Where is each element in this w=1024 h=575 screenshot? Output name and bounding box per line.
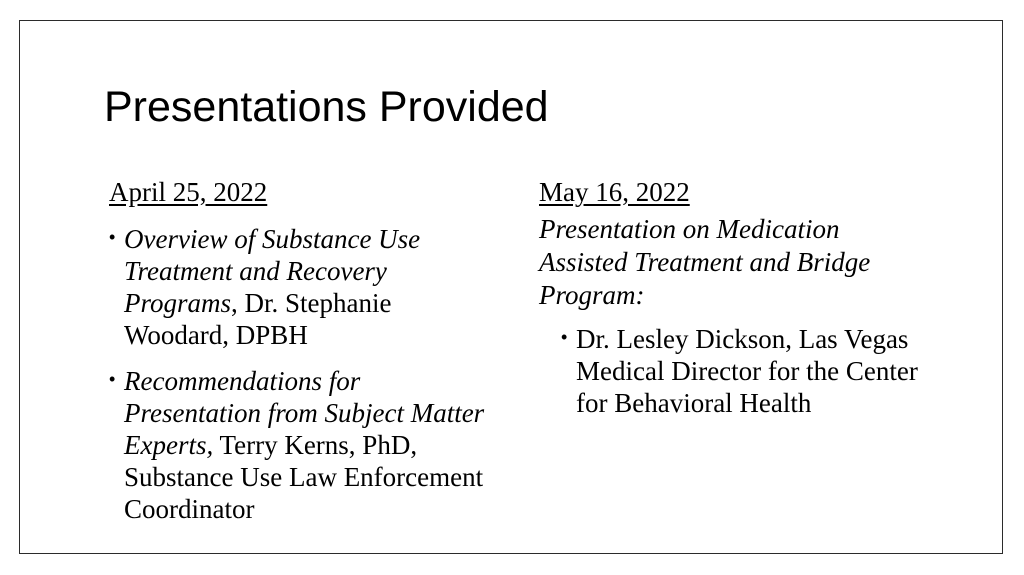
slide: [19, 20, 1003, 554]
list-item: [109, 223, 489, 351]
left-column: [109, 175, 489, 525]
left-date: April 25, 2022: [109, 177, 268, 207]
bullet-icon: •: [561, 327, 568, 347]
list-item: [561, 323, 929, 419]
bullet-icon: •: [109, 369, 116, 389]
presentation-title: Recommendations for Presentation from Subject Matter Experts,: [124, 366, 485, 460]
presentation-title: Overview of Substance Use Treatment and Recovery Programs: [124, 224, 421, 318]
slide-title: Presentations Provided: [104, 83, 549, 131]
list-item: [109, 365, 489, 525]
right-date: May 16, 2022: [539, 177, 690, 207]
right-column: [539, 175, 929, 419]
right-bullet-list: [539, 323, 929, 419]
presentation-title: Presentation on Medication Assisted Treatment and Bridge Program:: [539, 214, 871, 310]
left-bullet-list: [109, 223, 489, 525]
presenter-info: Terry Kerns, PhD, Substance Use Law Enforcement Coordinator: [124, 430, 484, 524]
bullet-icon: •: [109, 227, 116, 247]
presenter-info: Dr. Lesley Dickson, Las Vegas Medical Director for the Center for Behavioral Health: [576, 324, 918, 418]
presenter-info: , Dr. Stephanie Woodard, DPBH: [124, 288, 392, 350]
